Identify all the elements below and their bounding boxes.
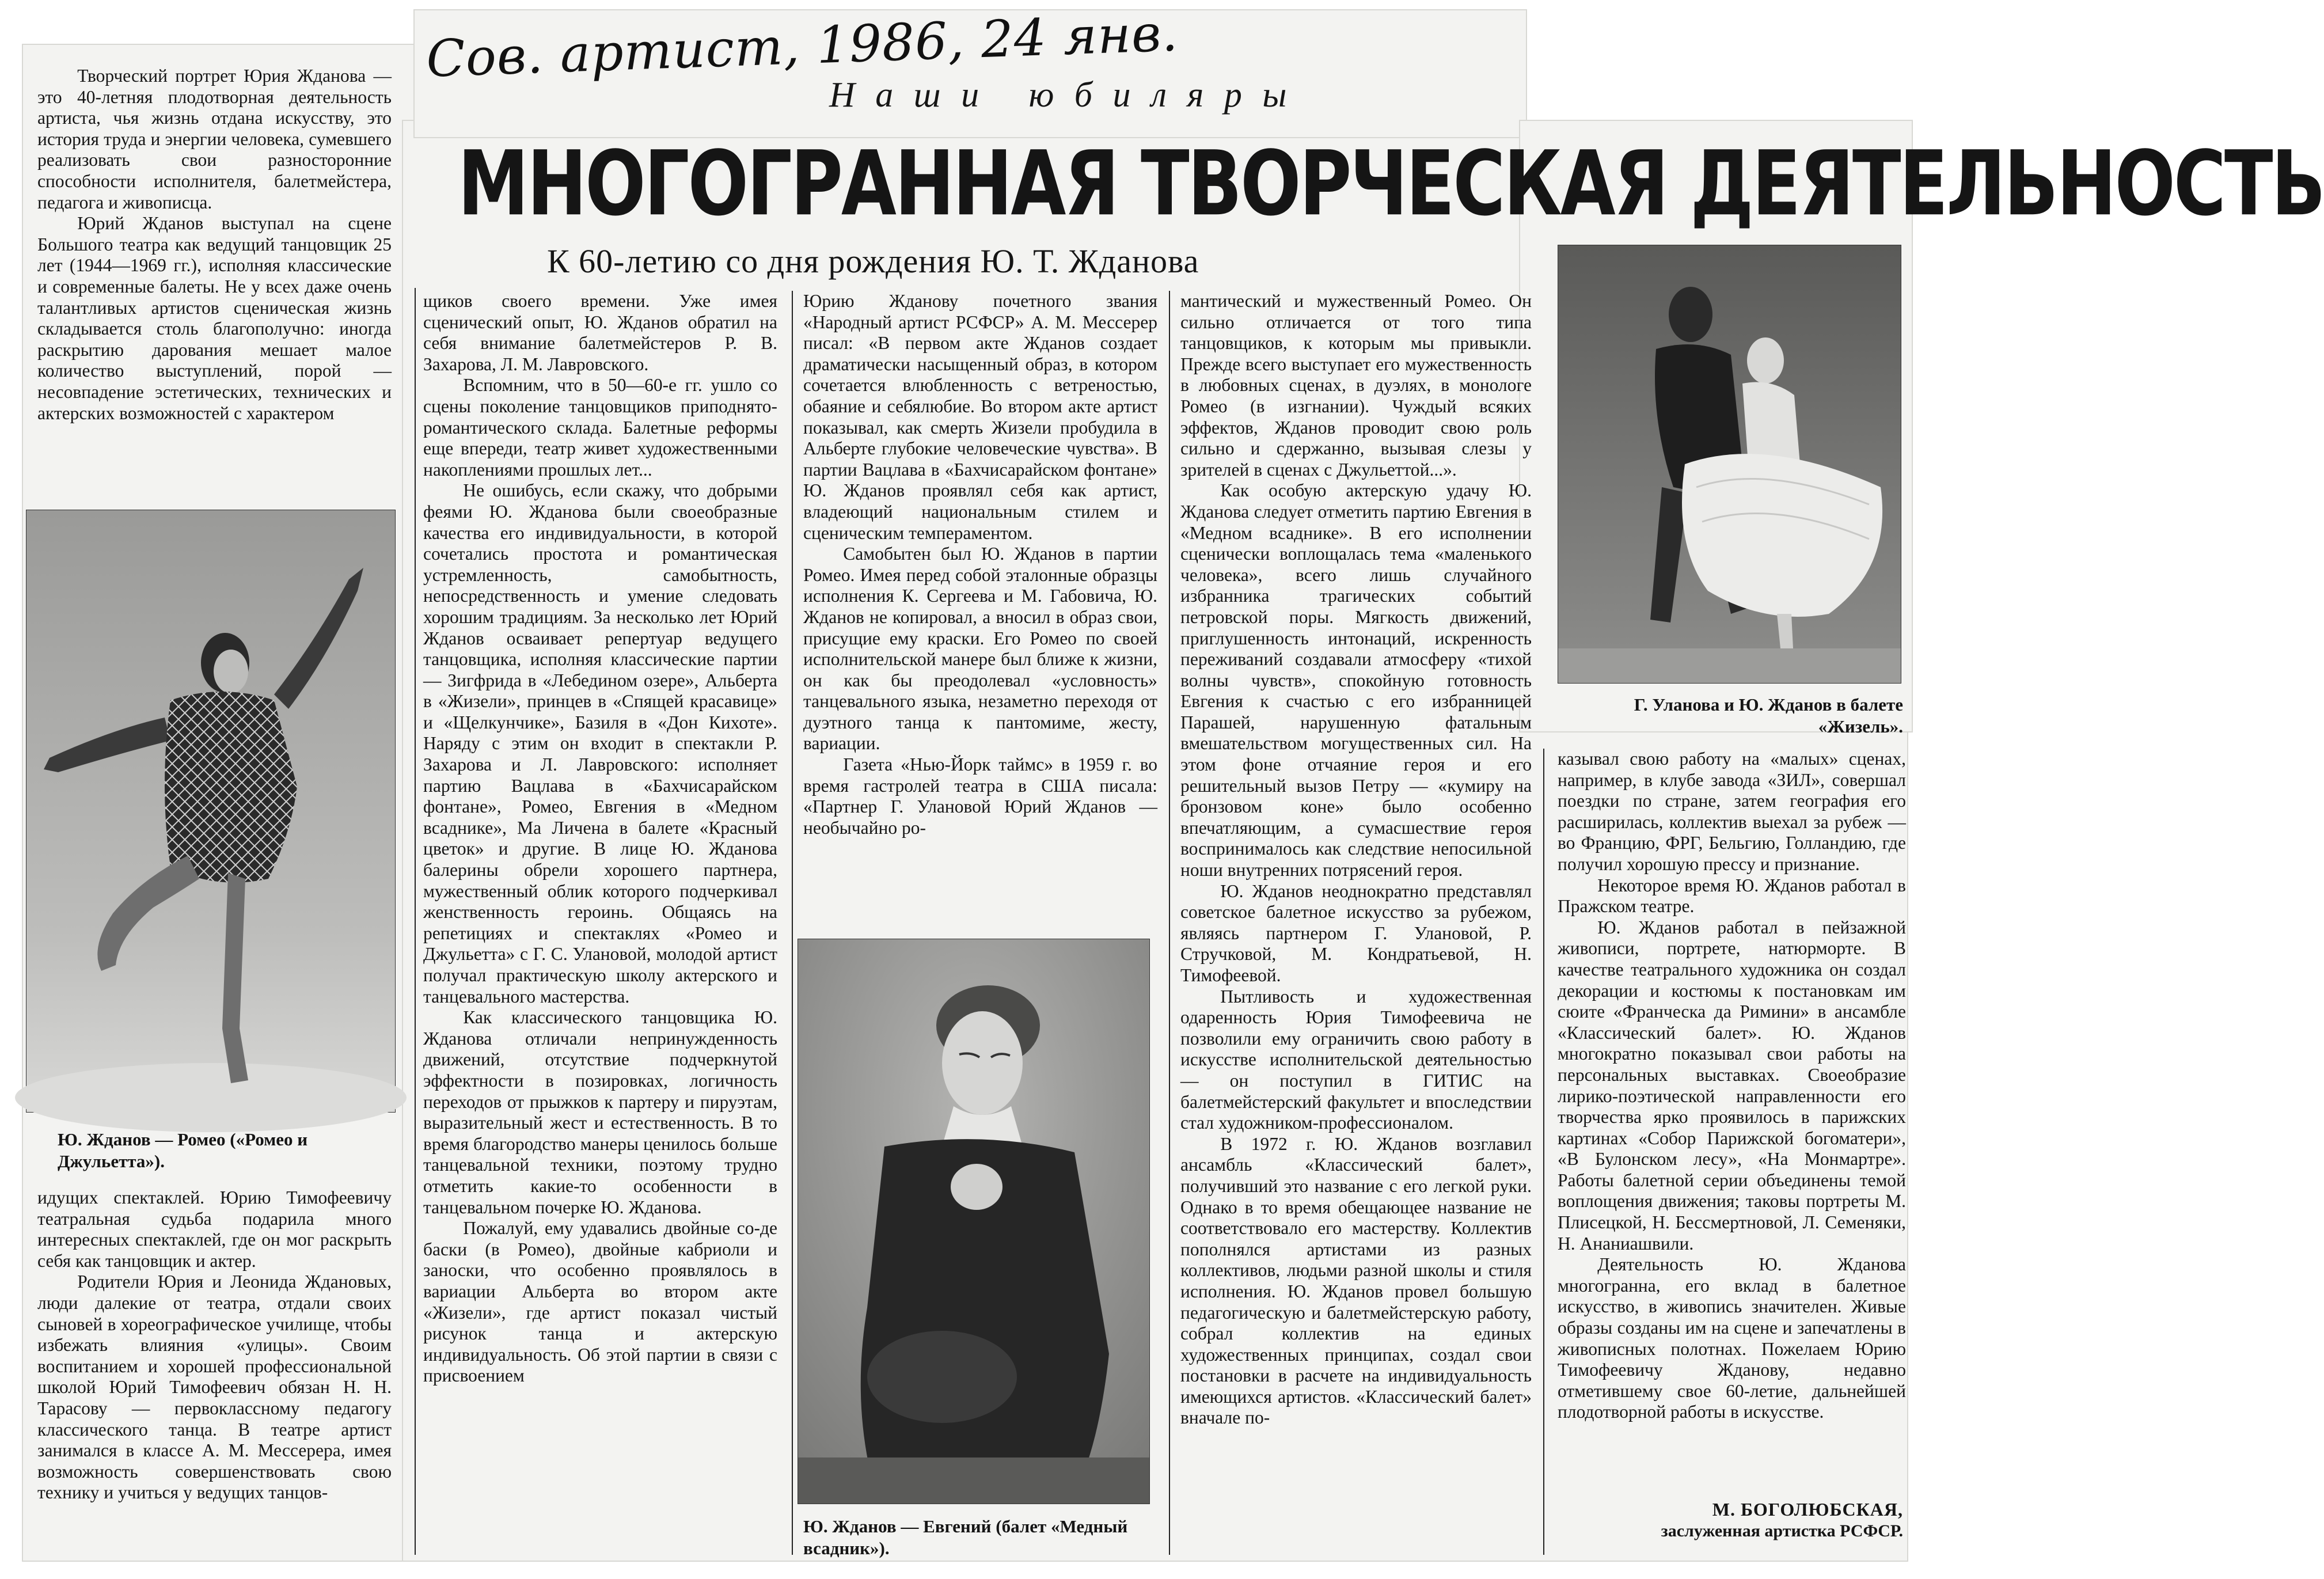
paragraph: Как особую актерскую удачу Ю. Жданова следует отметить партию Евгения в «Медном всаднике». В его исполнении сценически воплощалась тема «маленького человека», всего лишь случайного избранника трагических событий петровской поры. Мягкость движений, приглушенность интонаций, искренность переживаний создавали атмосферу «тихой волны чувств», спокойную готовность Евгения к счастью с его избранницей Парашей, нарушенную фатальным вмешательством могущественных сил. На этом фоне отчаяние героя и его решительный вызов Петру — «кумиру на бронзовом коне» было особенно впечатляющим, а сумасшествие героя воспринималось как следствие непосильной ноши внутренних потрясений героя. xyxy=(1180,480,1532,880)
paragraph: идущих спектаклей. Юрию Тимофеевичу театральная судьба подарила много интересных спектаклей, где он мог раскрыть себя как танцовщик и актер. xyxy=(37,1187,392,1271)
column-rule-4 xyxy=(1543,749,1544,1555)
column-4 xyxy=(1180,291,1532,1429)
rubric: Н а ш и ю б и л я р ы xyxy=(829,75,1293,115)
paragraph: Юрий Жданов выступал на сцене Большого театра как ведущий танцовщик 25 лет (1944—1969 гг.), исполняя классические и современные балеты. Не у всех даже очень талантливых артистов сценическая жизнь складывается столь благополучно: иногда раскрытию дарования мешает малое количество выступлений, порой — несовпадение эстетических, технических и актерских возможностей с характером xyxy=(37,213,392,423)
author-signature xyxy=(1558,1498,1903,1542)
paragraph: Юрию Жданову почетного звания «Народный артист РСФСР» А. М. Мессерер писал: «В первом акте Жданов создает драматически насыщенный образ, в котором сочетается влюбленность с ветреностью, обаяние и себялюбие. Во втором акте артист показывал, как смерть Жизели пробудила в Альберте глубокие человеческие чувства». В партии Вацлава в «Бахчисарайском фонтане» Ю. Жданов проявлял себя как артист, владеющий национальным стилем и сценическим темпераментом. xyxy=(803,291,1157,543)
column-1-bottom xyxy=(37,1187,392,1504)
photo-zhdanov-romeo xyxy=(26,510,396,1113)
paragraph: Родители Юрия и Леонида Ждановых, люди далекие от театра, отдали своих сыновей в хореографическое училище, чтобы избежать влияния «улицы». Своим воспитанием и хорошей профессиональной школой Юрий Тимофеевич обязан Н. Н. Тарасову — первоклассному педагогу классического танца. В театре артист занимался в классе А. М. Мессерера, имея возможность совершенствовать свою технику и учиться у ведущих танцов- xyxy=(37,1271,392,1503)
paragraph: Газета «Нью-Йорк таймс» в 1959 г. во время гастролей театра в США писала: «Партнер Г. Улановой Юрий Жданов — необычайно ро- xyxy=(803,754,1157,838)
column-rule-3 xyxy=(1169,291,1170,1555)
photo-zhdanov-evgeny xyxy=(798,939,1150,1504)
handwritten-source-note: Сов. артист, 1986, 24 янв. xyxy=(425,3,1179,89)
paragraph: Деятельность Ю. Жданова многогранна, его вклад в балетное искусство, в живопись значителен. Живые образы созданы им на сцене и запечатлены в живописных полотнах. Пожелаем Юрию Тимофеевичу Жданову, недавно отметившему свое 60-летие, дальнейшей плодотворной работы в искусстве. xyxy=(1558,1254,1906,1422)
paragraph: казывал свою работу на «малых» сценах, например, в клубе завода «ЗИЛ», совершал поездки по стране, затем география его расширилась, коллектив выехал за рубеж — во Францию, ФРГ, Бельгию, Голландию, где получил хорошую прессу и признание. xyxy=(1558,749,1906,874)
column-rule-2 xyxy=(792,291,793,1555)
paragraph: щиков своего времени. Уже имея сценический опыт, Ю. Жданов обратил на себя внимание балетмейстеров Р. В. Захарова, Л. М. Лавровского. xyxy=(423,291,777,374)
paragraph: Творческий портрет Юрия Жданова — это 40-летняя плодотворная деятельность артиста, чья жизнь отдана искусству, это история труда и энергии человека, сумевшего реализовать свои разносторонние способности исполнителя, балетмейстера, педагога и живописца. xyxy=(37,66,392,212)
column-5 xyxy=(1558,749,1906,1423)
subheadline: К 60-летию со дня рождения Ю. Т. Жданова xyxy=(547,242,1199,280)
photo-ulanova-zhdanov-giselle xyxy=(1558,245,1901,684)
paragraph: В 1972 г. Ю. Жданов возглавил ансамбль «Классический балет», получивший это название с его легкой руки. Однако в то время обещающее название не соответствовало его мастерству. Коллектив пополнялся артистами из разных коллективов, людьми разной школы и стиля исполнения. Ю. Жданов провел большую педагогическую и балетмейстерскую работу, собрал коллектив на единых художественных принципах, создал свои постановки в расчете на индивидуальность имеющихся артистов. «Классический балет» вначале по- xyxy=(1180,1133,1532,1428)
paragraph: Некоторое время Ю. Жданов работал в Пражском театре. xyxy=(1558,875,1906,917)
paragraph: Не ошибусь, если скажу, что добрыми феями Ю. Жданова были своеобразные качества его индивидуальности, в которой сочетались простота и романтическая устремленность, самобытность, непосредственность и умение следовать хорошим традициям. За несколько лет Юрий Жданов осваивает репертуар ведущего танцовщика, исполняя классические партии — Зигфрида в «Лебедином озере», Альберта в «Жизели», принцев в «Спящей красавице» и «Щелкунчике», Базиля в «Дон Кихоте». Наряду с этим он входит в спектакли Р. Захарова и Л. Лавровского: исполняет партию Вацлава в «Бахчисарайском фонтане», Ромео, Евгения в «Медном всаднике», Ма Личена в балете «Красный цветок» и другие. В лице Ю. Жданова балерины обрели хорошего партнера, мужественный облик которого подчеркивал женственность героинь. Общаясь на репетициях и спектаклях «Ромео и Джульетта» с Г. С. Улановой, молодой артист получал практическую школу актерского и танцевального мастерства. xyxy=(423,480,777,1007)
paragraph: Пожалуй, ему удавались двойные со-де баски (в Ромео), двойные кабриоли и заноски, что особенно проявлялось в вариации Альберта во втором акте «Жизели», где артист показал чистый рисунок танца и актерскую индивидуальность. Об этой партии в связи с присвоением xyxy=(423,1218,777,1386)
caption-right-photo: Г. Уланова и Ю. Жданов в балете «Жизель». xyxy=(1634,694,1903,737)
column-2 xyxy=(423,291,777,1387)
paragraph: Ю. Жданов неоднократно представлял советское балетное искусство за рубежом, являясь партнером Г. Улановой, Р. Стручковой, М. Кондратьевой, Н. Тимофеевой. xyxy=(1180,880,1532,985)
paragraph: Вспомним, что в 50—60-е гг. ушло со сцены поколение танцовщиков приподнято-романтического склада. Балетные реформы еще впереди, театр живет художественными накоплениями прошлых лет... xyxy=(423,375,777,480)
paragraph: Ю. Жданов работал в пейзажной живописи, портрете, натюрморте. В качестве театрального художника он создал декорации и костюмы к постановкам им сюите «Франческа да Римини» в ансамбле «Классический балет». Ю. Жданов многократно показывал свои работы на персональных выставках. Своеобразие лирико-поэтической направленности его творчества ярко проявилось в парижских картинах «Собор Парижской богоматери», «В Булонском лесу», «На Монмартре». Работы балетной серии объединены темой воплощения движения; таковы портреты М. Плисецкой, Н. Бессмертновой, Л. Семеняки, Н. Ананиашвили. xyxy=(1558,917,1906,1254)
paragraph: Самобытен был Ю. Жданов в партии Ромео. Имея перед собой эталонные образцы исполнения К. Сергеева и М. Габовича, Ю. Жданов не копировал, а вносил в образ свои, присущие ему краски. Его Ромео по своей исполнительской манере был ближе к жизни, он как бы преодолевал «условность» танцевального языка, незаметно переходя от дуэтного танца к пантомиме, жесту, вариации. xyxy=(803,544,1157,754)
author-title: заслуженная артистка РСФСР. xyxy=(1661,1521,1903,1540)
author-name: М. БОГОЛЮБСКАЯ, xyxy=(1712,1499,1903,1520)
paragraph: Пытливость и художественная одаренность Юрия Тимофеевича не позволили ему ограничить свою работу в искусстве исполнительской деятельностью — он поступил в ГИТИС на балетмейстерский факультет и впоследствии стал художником-профессионалом. xyxy=(1180,986,1532,1133)
column-1-top xyxy=(37,66,392,424)
headline: МНОГОГРАННАЯ ТВОРЧЕСКАЯ ДЕЯТЕЛЬНОСТЬ xyxy=(458,132,2324,236)
caption-center-photo: Ю. Жданов — Евгений (балет «Медный всадник»). xyxy=(803,1516,1128,1558)
paragraph: Как классического танцовщика Ю. Жданова отличали непринужденность движений, отсутствие подчеркнутой эффектности в позировках, логичность переходов от прыжков к партеру и пируэтам, выразительный жест и естественность. В то время благородство манеры ценилось больше танцевальной техники, поэтому трудно отметить какие-то особенности в танцевальном почерке Ю. Жданова. xyxy=(423,1007,777,1217)
column-rule-1 xyxy=(415,288,416,1555)
caption-left-photo: Ю. Жданов — Ромео («Ромео и Джульетта»). xyxy=(58,1129,308,1171)
column-3 xyxy=(803,291,1157,838)
paragraph: мантический и мужественный Ромео. Он сильно отличается от того типа танцовщиков, к которым мы привыкли. Прежде всего выступает его мужественность в любовных сценах, в дуэлях, в монологе Ромео (в изгнании). Чуждый всяких эффектов, Жданов проводит свою роль сильно и сдержанно, вызывая слезы у зрителей в сценах с Джульеттой...». xyxy=(1180,291,1532,480)
